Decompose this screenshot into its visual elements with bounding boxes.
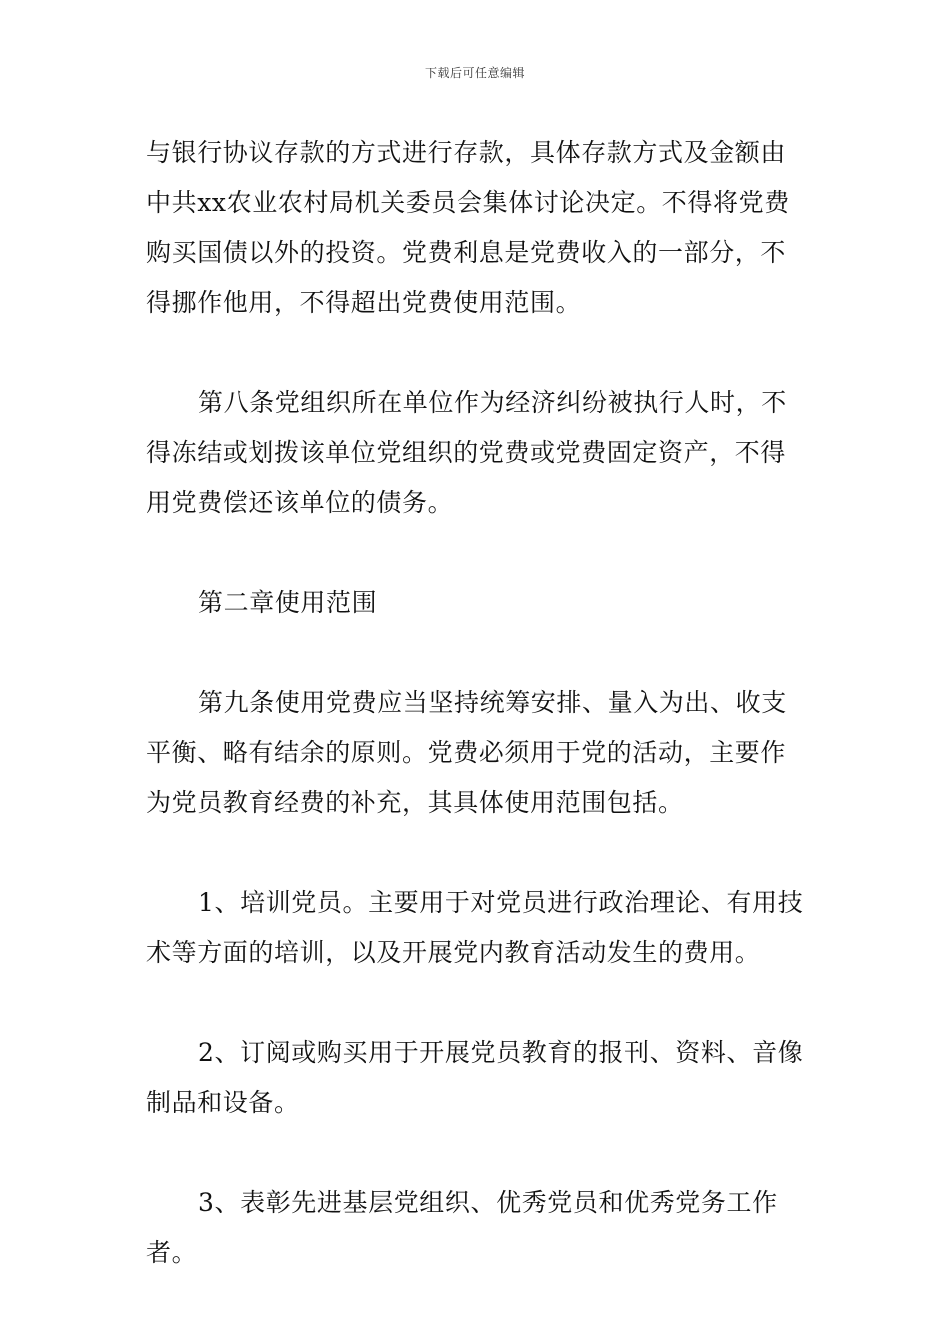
- paragraph-spacer: [146, 328, 808, 378]
- paragraph-deposit-rules: 与银行协议存款的方式进行存款，具体存款方式及金额由中共xx农业农村局机关委员会集体讨论决定。不得将党费购买国债以外的投资。党费利息是党费收入的一部分，不得挪作他用，不得超出党费使用范围。: [146, 138, 790, 317]
- chapter-heading: 第二章使用范围: [198, 588, 378, 617]
- list-item-2: 2、订阅或购买用于开展党员教育的报刊、资料、音像制品和设备。: [146, 1038, 804, 1117]
- list-item-1: 1、培训党员。主要用于对党员进行政治理论、有用技术等方面的培训，以及开展党内教育活动发生的费用。: [146, 888, 804, 967]
- paragraph-spacer: [146, 978, 808, 1028]
- paragraph-spacer: [146, 1128, 808, 1178]
- paragraph-spacer: [146, 528, 808, 578]
- paragraph-article-9: 第九条使用党费应当坚持统筹安排、量入为出、收支平衡、略有结余的原则。党费必须用于党的活动，主要作为党员教育经费的补充，其具体使用范围包括。: [146, 688, 787, 817]
- list-item-3: 3、表彰先进基层党组织、优秀党员和优秀党务工作者。: [146, 1188, 778, 1267]
- paragraph-spacer: [146, 828, 808, 878]
- paragraph-spacer: [146, 628, 808, 678]
- paragraph-article-8: 第八条党组织所在单位作为经济纠纷被执行人时，不得冻结或划拨该单位党组织的党费或党费固定资产，不得用党费偿还该单位的债务。: [146, 388, 787, 517]
- page-header-note: 下载后可任意编辑: [424, 66, 525, 80]
- document-body: [146, 128, 808, 1278]
